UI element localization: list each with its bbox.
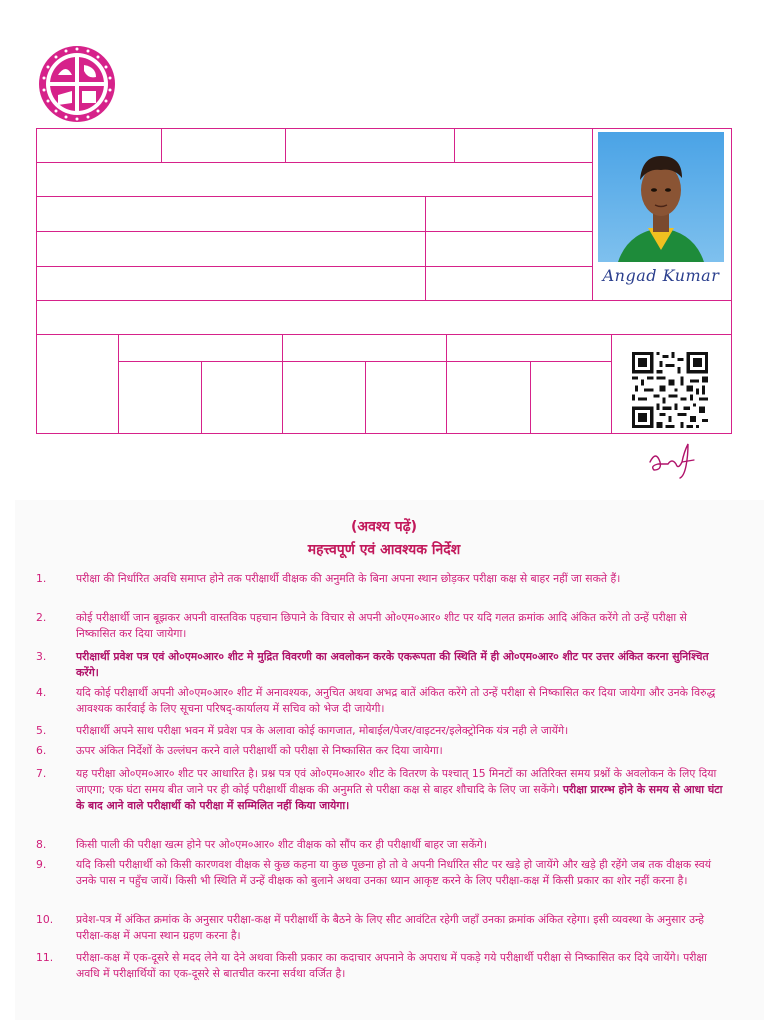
instruction-number: 8.	[36, 838, 47, 851]
board-logo	[38, 45, 116, 123]
table-cell	[36, 334, 119, 434]
instruction-number: 3.	[36, 650, 47, 663]
controller-signature	[646, 440, 698, 480]
table-cell	[36, 300, 732, 335]
instruction-text: यदि किसी परीक्षार्थी को किसी कारणवश वीक्षक से कुछ कहना या कुछ पूछना हो तो वे अपनी निर्धारित सीट पर खड़े हो जायेंगे और खड़े ही रहेंगे जब तक वीक्षक स्वयं उनके पास न पहुँच जायें। किसी भी स्थिति में उन्हें वीक्षक को बुलाने अथवा उनका ध्यान आकृष्ट करने के लिए परीक्षा-कक्ष में किसी प्रकार का शोर नहीं करना है।	[76, 858, 712, 887]
qr-code	[632, 352, 708, 428]
instruction-number: 6.	[36, 744, 47, 757]
table-cell	[282, 361, 366, 434]
table-cell	[161, 128, 286, 163]
table-cell	[425, 266, 593, 301]
instruction-number: 1.	[36, 572, 47, 585]
instruction-text: परीक्षा की निर्धारित अवधि समाप्त होने तक परीक्षार्थी वीक्षक की अनुमति के बिना अपना स्थान छोड़कर परीक्षा कक्ष से बाहर नहीं जा सकते हैं।	[76, 572, 621, 585]
instruction-text: कोई परीक्षार्थी जान बूझकर अपनी वास्तविक पहचान छिपाने के विचार से अपनी ओ०एम०आर० शीट पर यदि गलत क्रमांक आदि अंकित करेंगे तो उन्हें परीक्षा से निष्कासित कर दिया जायेगा।	[76, 611, 687, 640]
table-cell	[365, 361, 447, 434]
instruction-text: प्रवेश-पत्र में अंकित क्रमांक के अनुसार परीक्षा-कक्ष में परीक्षार्थी के बैठने के लिए सीट आवंटित रहेगी जहाँ उनका क्रमांक अंकित रहेगा। इसी व्यवस्था के अनुसार उन्हे परीक्षा-कक्ष में अपना स्थान ग्रहण करना है।	[76, 913, 704, 942]
instruction-text: परीक्षा-कक्ष में एक-दूसरे से मदद लेने या देने अथवा किसी प्रकार का कदाचार अपनाने के अपराध में पकड़े गये परीक्षार्थी परीक्षा से निष्कासित कर दिये जायेंगे। परीक्षा अवधि में परीक्षार्थियों का एक-दूसरे से बातचीत करना सर्वथा वर्जित है।	[76, 951, 707, 980]
table-cell	[36, 128, 162, 163]
must-read-heading: (अवश्य पढ़ें)	[350, 519, 418, 535]
table-cell	[446, 361, 531, 434]
instruction-text-regular: यह परीक्षा ओ०एम०आर० शीट पर आधारित है। प्रश्न पत्र एवं ओ०एम०आर० शीट के वितरण के पश्चात् 15 मिनटों का अतिरिक्त समय प्रश्नों के अवलोकन के लिए दिया जाएगा; एक घंटा समय बीत जाने पर ही कोई परीक्षार्थी वीक्षक की अनुमति से परीक्षा कक्ष से बाहर शौचादि के लिए जा सकेंगे।	[76, 767, 717, 796]
table-cell	[282, 334, 447, 362]
table-cell	[530, 361, 612, 434]
instruction-text: किसी पाली की परीक्षा खत्म होने पर ओ०एम०आर० शीट वीक्षक को सौंप कर ही परीक्षार्थी बाहर जा सकेंगे।	[76, 838, 487, 851]
table-cell	[36, 231, 426, 267]
instruction-number: 9.	[36, 858, 47, 871]
instruction-number: 10.	[36, 913, 54, 926]
table-cell	[446, 334, 612, 362]
instruction-number: 2.	[36, 611, 47, 624]
table-cell	[201, 361, 283, 434]
table-cell	[36, 162, 593, 197]
instruction-text: ऊपर अंकित निर्देशों के उल्लंघन करने वाले परीक्षार्थी को परीक्षा से निष्कासित कर दिया जायेगा।	[76, 744, 443, 757]
table-cell	[425, 231, 593, 267]
photo-signature: Angad Kumar	[602, 266, 720, 285]
table-cell	[454, 128, 593, 163]
instruction-text: परीक्षार्थी प्रवेश पत्र एवं ओ०एम०आर० शीट मे मुद्रित विवरणी का अवलोकन करके एकरूपता की स्थिति में ही ओ०एम०आर० शीट पर उत्तर अंकित करना सुनिश्चित करेंगे।	[76, 650, 709, 679]
instruction-number: 7.	[36, 767, 47, 780]
instruction-number: 5.	[36, 724, 47, 737]
table-cell	[118, 361, 202, 434]
instruction-text	[76, 766, 726, 814]
instruction-text: यदि कोई परीक्षार्थी अपनी ओ०एम०आर० शीट में अनावश्यक, अनुचित अथवा अभद्र बातें अंकित करेंगे तो उन्हें परीक्षा से निष्कासित कर दिया जायेगा और उनके विरुद्ध आवश्यक कार्रवाई के लिए सूचना परिषद्-कार्यालय में सचिव को भेज दी जायेगी।	[76, 686, 716, 715]
instruction-number: 11.	[36, 951, 54, 964]
table-cell	[425, 196, 593, 232]
instructions-heading: महत्त्वपूर्ण एवं आवश्यक निर्देश	[307, 542, 461, 558]
instruction-text: परीक्षार्थी अपने साथ परीक्षा भवन में प्रवेश पत्र के अलावा कोई कागजात, मोबाईल/पेजर/वाइटनर/इलेक्ट्रोनिक यंत्र नही ले जायेंगे।	[76, 724, 569, 737]
instruction-number: 4.	[36, 686, 47, 699]
photo-signature-strip	[598, 262, 724, 296]
table-cell	[285, 128, 455, 163]
table-cell	[36, 266, 426, 301]
table-cell	[36, 196, 426, 232]
table-cell	[118, 334, 283, 362]
instruction-text-bold: परीक्षा प्रारम्भ होने के समय से आधा घंटा के बाद आने वाले परीक्षार्थी को परीक्षा में सम्मिलित नहीं किया जायेगा।	[76, 783, 723, 812]
